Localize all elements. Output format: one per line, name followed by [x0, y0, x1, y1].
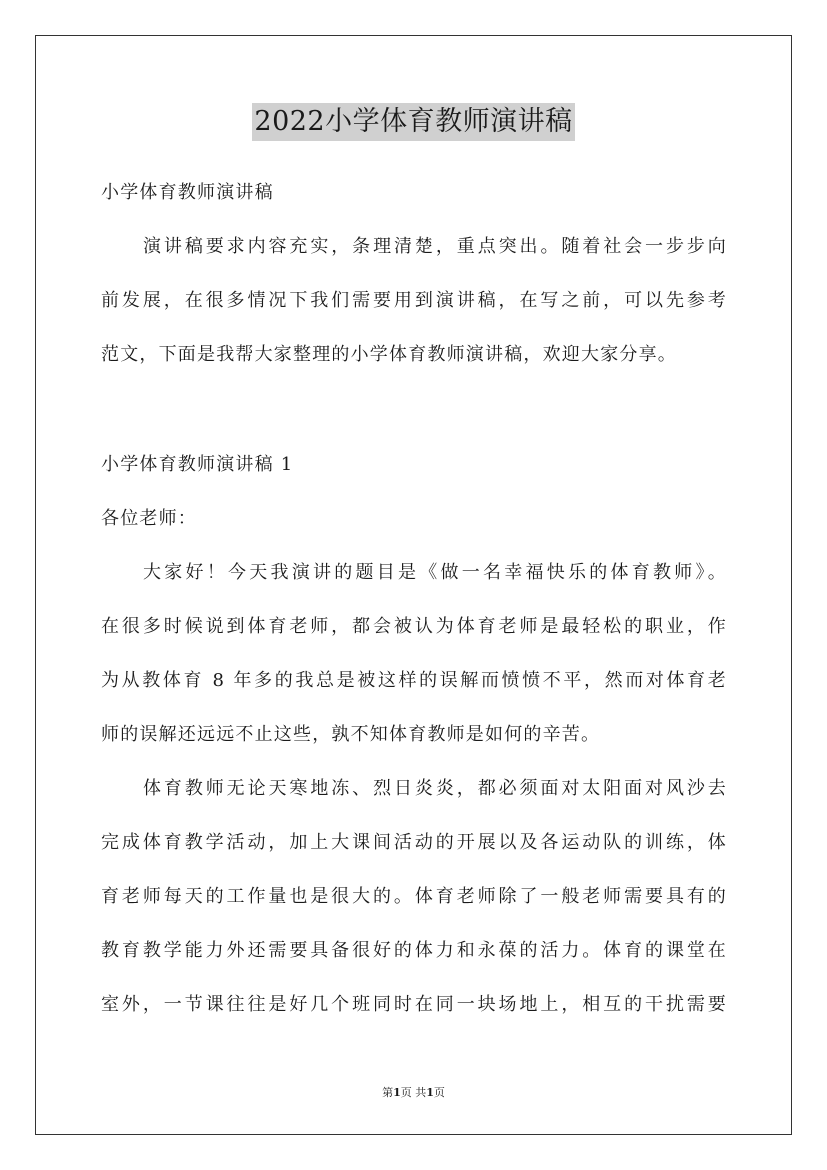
paragraph-line: 体育教师无论天寒地冻、烈日炎炎，都必须面对太阳面对风沙去 — [143, 778, 727, 799]
paragraph-line: 教育教学能力外还需要具备很好的体力和永葆的活力。体育的课堂在 — [101, 940, 727, 961]
page-footer — [0, 1084, 827, 1100]
section-heading: 小学体育教师演讲稿 1 — [101, 454, 294, 475]
intro-line: 前发展，在很多情况下我们需要用到演讲稿，在写之前，可以先参考 — [101, 290, 727, 311]
title-container — [0, 103, 827, 141]
paragraph-line: 在很多时候说到体育老师，都会被认为体育老师是最轻松的职业，作 — [101, 616, 727, 637]
footer-prefix: 第 — [382, 1086, 394, 1099]
footer-current-page: 1 — [393, 1086, 401, 1099]
paragraph-line: 室外，一节课往往是好几个班同时在同一块场地上，相互的干扰需要 — [101, 994, 727, 1015]
subtitle: 小学体育教师演讲稿 — [101, 182, 274, 203]
paragraph-line: 大家好！今天我演讲的题目是《做一名幸福快乐的体育教师》。 — [143, 562, 727, 583]
paragraph-line: 为从教体育 8 年多的我总是被这样的误解而愤愤不平，然而对体育老 — [101, 670, 727, 691]
paragraph-line: 育老师每天的工作量也是很大的。体育老师除了一般老师需要具有的 — [101, 886, 727, 907]
paragraph-line: 完成体育教学活动，加上大课间活动的开展以及各运动队的训练，体 — [101, 832, 727, 853]
document-title: 2022小学体育教师演讲稿 — [252, 103, 574, 141]
footer-suffix: 页 — [433, 1086, 445, 1099]
footer-total-pages: 1 — [426, 1086, 434, 1099]
greeting: 各位老师： — [101, 508, 197, 529]
intro-line: 范文，下面是我帮大家整理的小学体育教师演讲稿，欢迎大家分享。 — [101, 344, 677, 365]
intro-line: 演讲稿要求内容充实，条理清楚，重点突出。随着社会一步步向 — [143, 236, 727, 257]
paragraph-line: 师的误解还远远不止这些，孰不知体育教师是如何的辛苦。 — [101, 724, 601, 745]
footer-mid: 页 共 — [400, 1086, 427, 1099]
